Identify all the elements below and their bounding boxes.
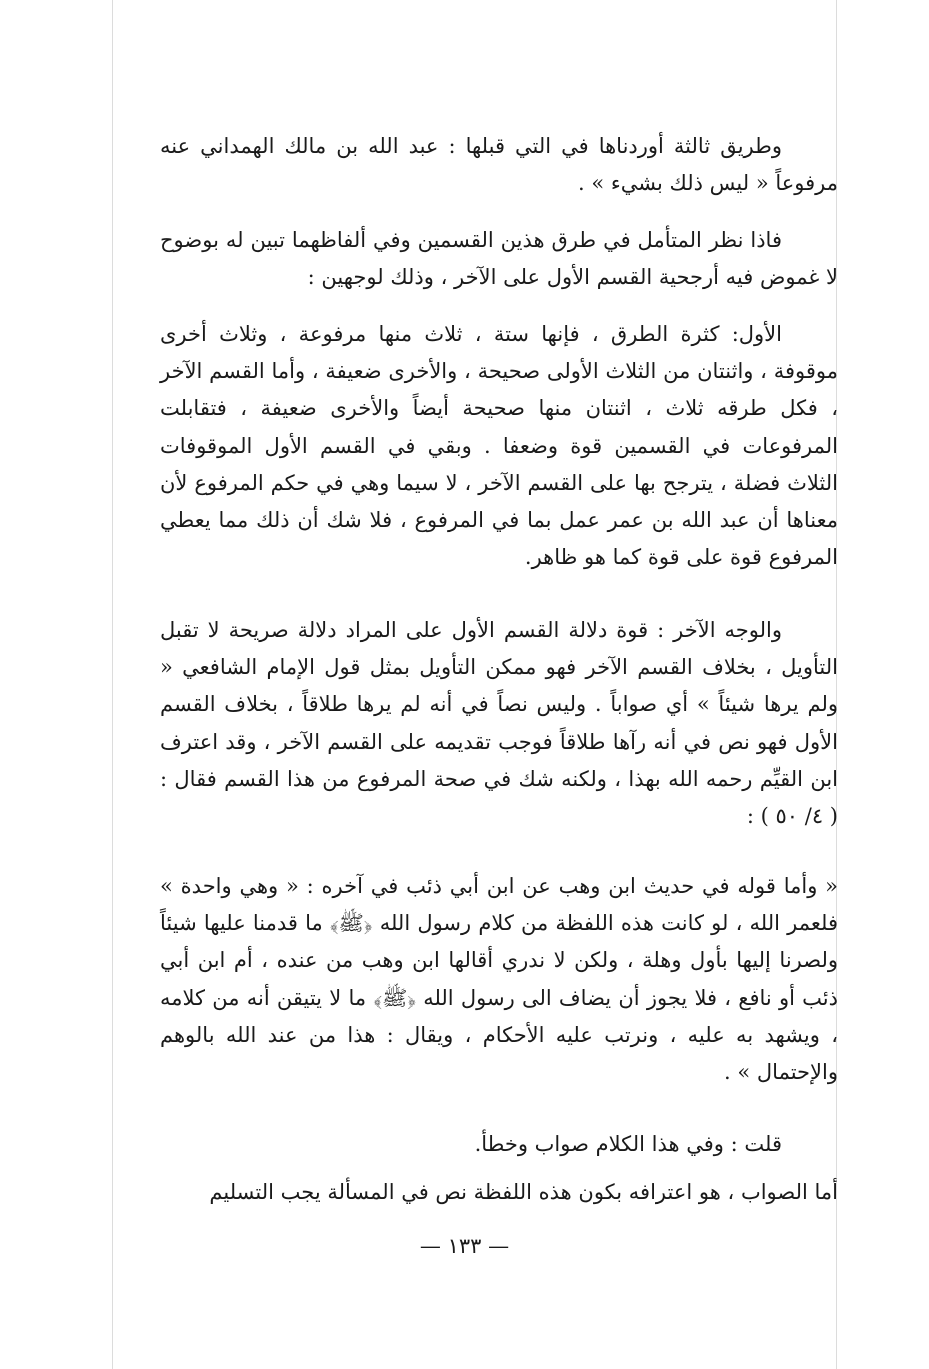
- paragraph-comment: قلت : وفي هذا الكلام صواب وخطأ.: [474, 1132, 782, 1156]
- paragraph-quotation: « وأما قوله في حديث ابن وهب عن ابن أبي ذئب في آخره : « وهي واحدة » فلعمر الله ، لو كانت هذه اللفظة من كلام رسول الله ﴿ﷺ﴾ ما قدمنا عليها شيئاً ولصرنا إليها بأول وهلة ، ولكن لا ندري أقالها ابن وهب من عنده ، أم ابن أبي ذئب أو نافع ، فلا يجوز أن يضاف الى رسول الله ﴿ﷺ﴾ ما لا يتيقن أنه من كلامه ، ويشهد به عليه ، ونرتب عليه الأحكام ، ويقال : هذا من عند الله بالوهم والإحتمال » .: [160, 874, 838, 1085]
- paragraph-third-route: وطريق ثالثة أوردناها في التي قبلها : عبد الله بن مالك الهمداني عنه مرفوعاً « ليس ذلك بشيء » .: [160, 134, 838, 196]
- paragraph-correct-part: أما الصواب ، هو اعترافه بكون هذه اللفظة نص في المسألة يجب التسليم: [209, 1180, 838, 1204]
- paragraph-reflection: فاذا نظر المتأمل في طرق هذين القسمين وفي ألفاظهما تبين له بوضوح لا غموض فيه أرجحية القسم الأول على الآخر ، وذلك لوجهين :: [160, 228, 838, 290]
- paragraph-second-reason: والوجه الآخر : قوة دلالة القسم الأول على المراد دلالة صريحة لا تقبل التأويل ، بخلاف القسم الآخر فهو ممكن التأويل بمثل قول الإمام الشافعي « ولم يرها شيئاً » أي صواباً . وليس نصاً في أنه لم يرها طلاقاً ، بخلاف القسم الأول فهو نص في أنه رآها طلاقاً فوجب تقديمه على القسم الآخر ، وقد اعترف ابن القيِّم رحمه الله بهذا ، ولكنه شك في صحة المرفوع من هذا القسم فقال : ( ٤/ ٥٠ ) :: [160, 618, 838, 829]
- page-number: — ١٣٣ —: [419, 1234, 510, 1258]
- paragraph-first-reason: الأول: كثرة الطرق ، فإنها ستة ، ثلاث منها مرفوعة ، وثلاث أخرى موقوفة ، واثنتان من الثلاث الأولى صحيحة ، والأخرى ضعيفة ، وأما القسم الآخر ، فكل طرقه ثلاث ، اثنتان منها صحيحة أيضاً والأخرى ضعيفة ، فتقابلت المرفوعات في القسمين قوة وضعفا . وبقي في القسم الأول الموقوفات الثلاث فضلة ، يترجح بها على القسم الآخر ، لا سيما وهي في حكم المرفوع لأن معناها أن عبد الله بن عمر عمل بما في المرفوع ، فلا شك أن ذلك مما يعطي المرفوع قوة على قوة كما هو ظاهر.: [160, 322, 838, 570]
- crop-line: [112, 0, 113, 1369]
